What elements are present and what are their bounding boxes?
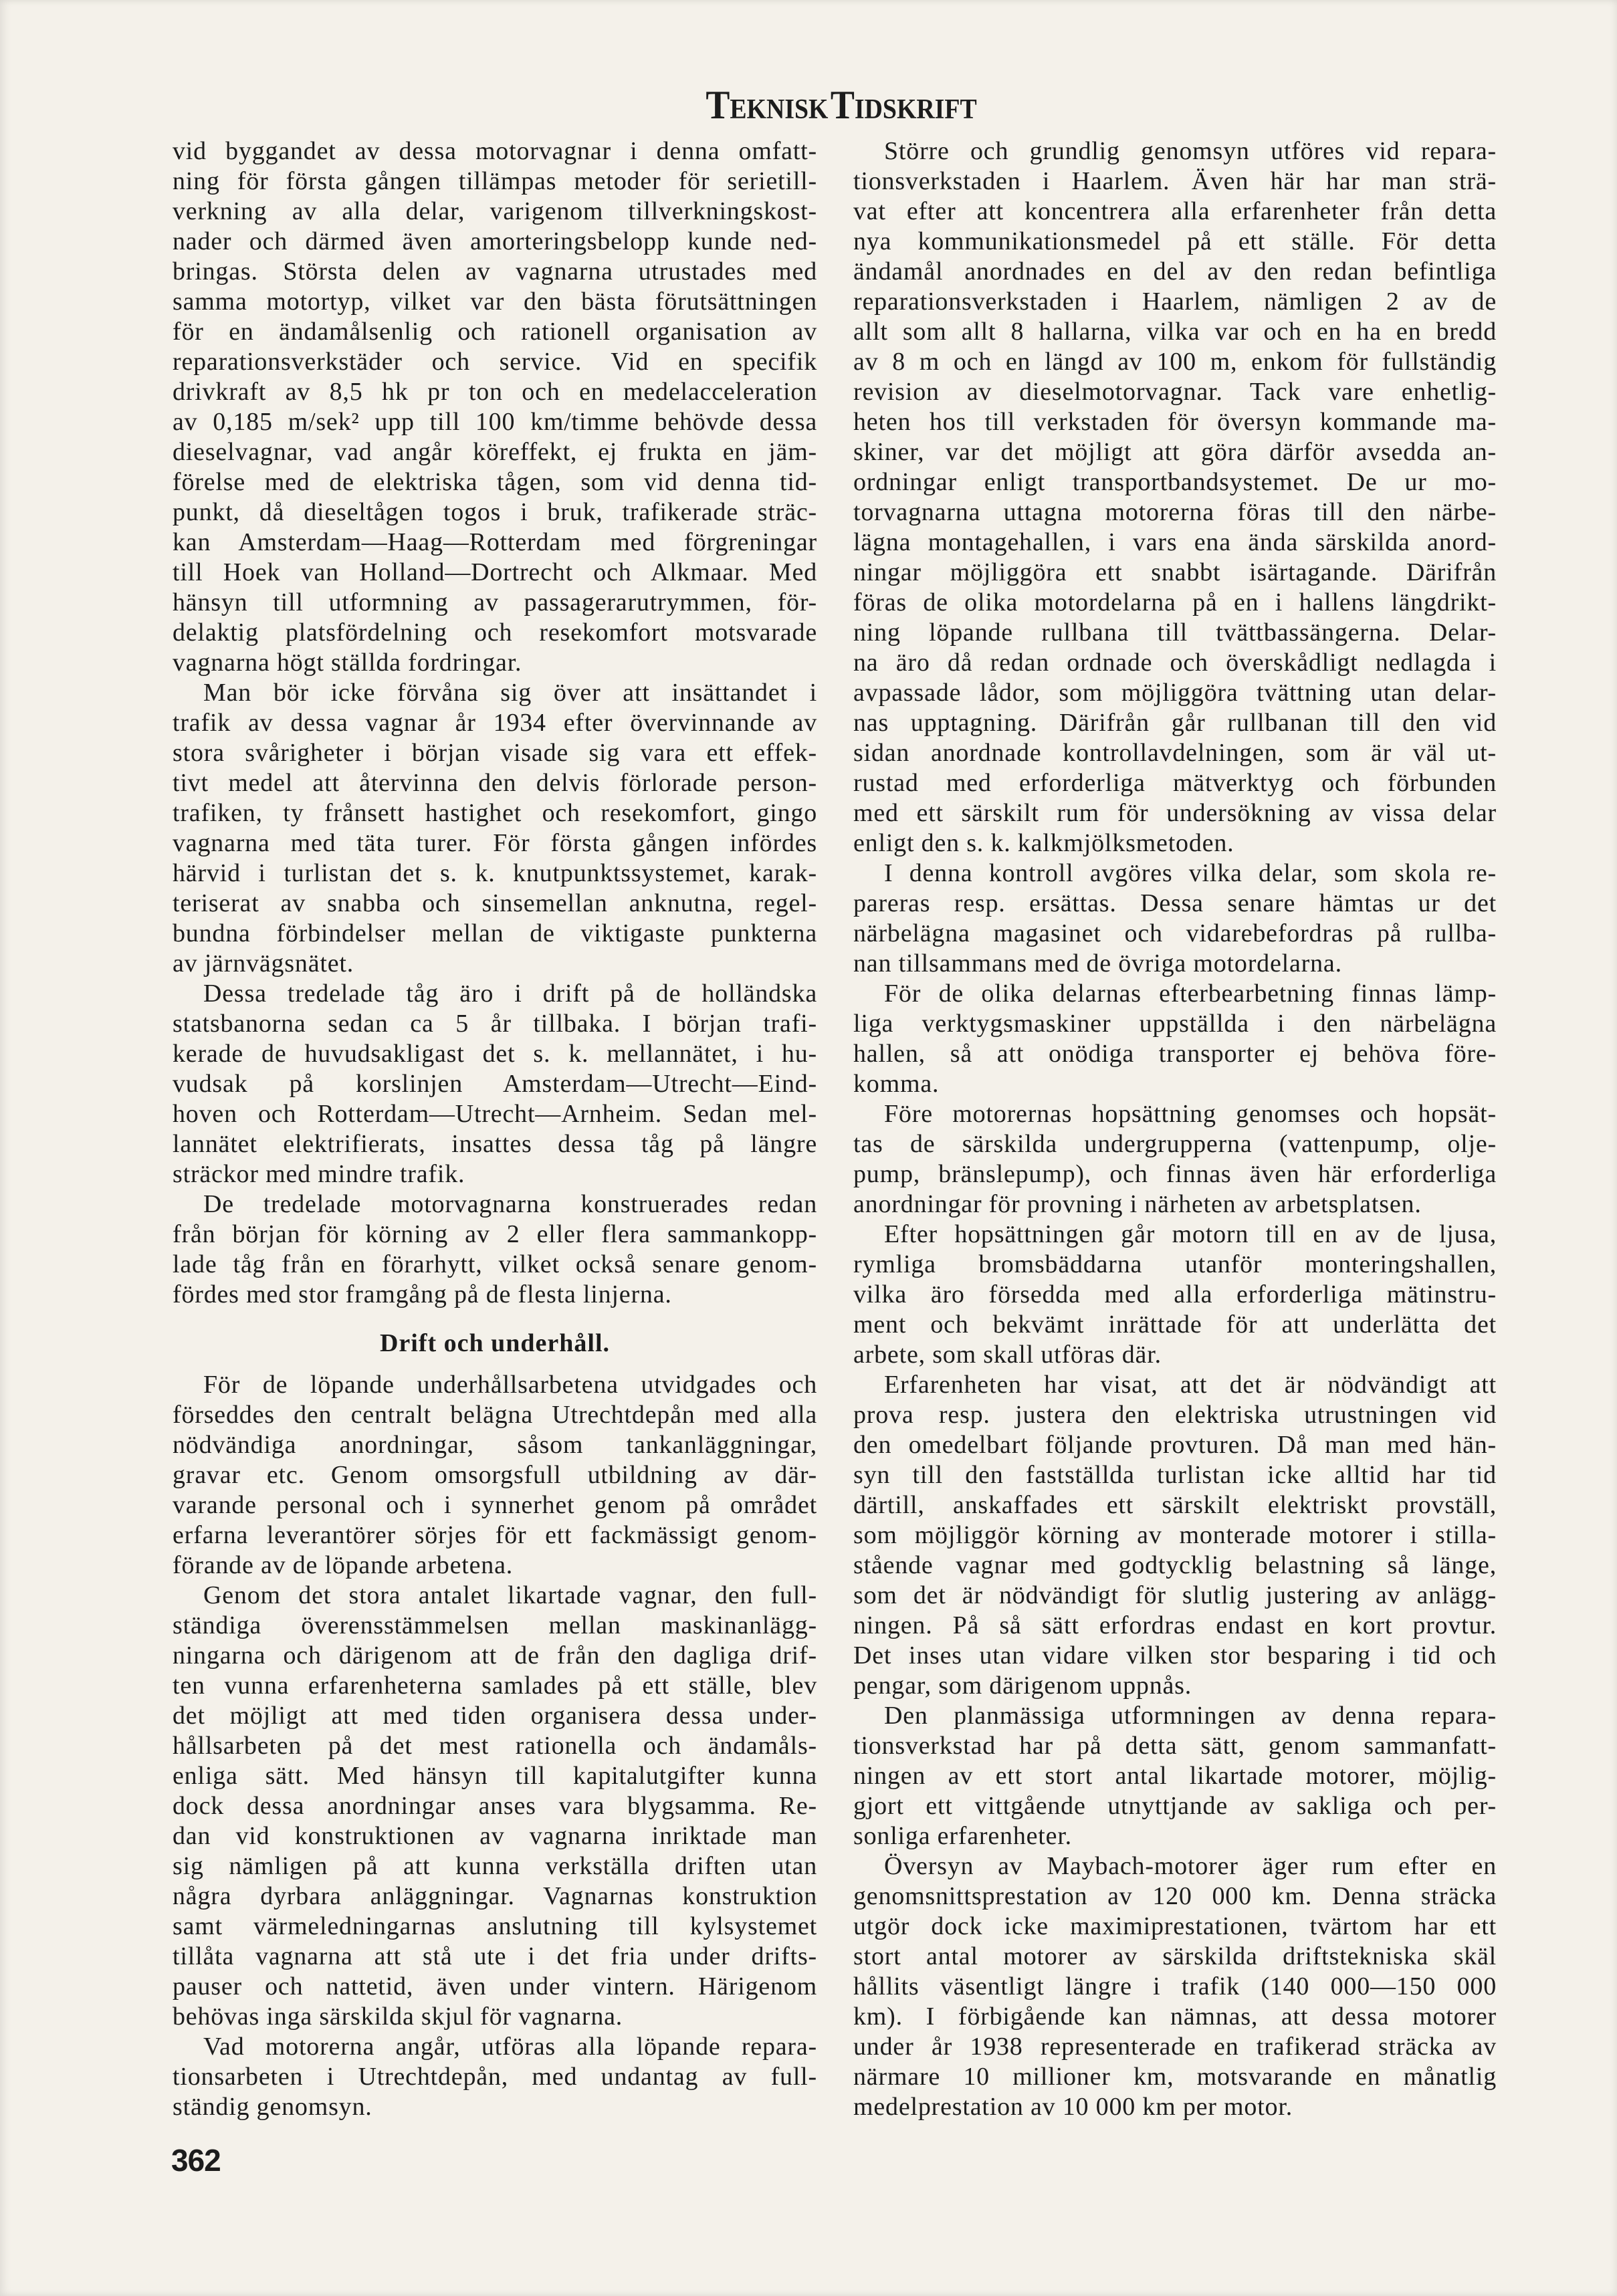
text-line: tillåta vagnarna att stå ute i det fria under drifts- xyxy=(173,1942,817,1970)
text-line: av 8 m och en längd av 100 m, enkom för fullständig xyxy=(853,348,1497,376)
text-line: verkning av alla delar, varigenom tillverkningskost- xyxy=(173,197,817,225)
text-line: drivkraft av 8,5 hk pr ton och en medelacceleration xyxy=(173,378,817,406)
text-line: pengar, som därigenom uppnås. xyxy=(853,1672,1192,1700)
paragraph xyxy=(853,979,1497,1099)
text-line: I denna kontroll avgöres vilka delar, som skola re- xyxy=(884,859,1497,887)
text-line: ningen. På så sätt erfordras endast en kort provtur. xyxy=(853,1611,1497,1639)
text-line: Efter hopsättningen går motorn till en av de ljusa, xyxy=(884,1220,1497,1248)
text-line: lägna montagehallen, i vars ena ända särskilda anord- xyxy=(853,528,1497,556)
text-line: Man bör icke förvåna sig över att insättandet i xyxy=(203,679,817,707)
text-line: ning för första gången tillämpas metoder för serietill- xyxy=(173,167,817,195)
text-line: närbelägna magasinet och vidarebefordras på rullba- xyxy=(853,919,1497,947)
text-line: utgör dock icke maximiprestationen, tvärtom har ett xyxy=(853,1912,1497,1940)
text-line: vagnarna högt ställda fordringar. xyxy=(173,649,522,677)
text-line: gravar etc. Genom omsorgsfull utbildning av där- xyxy=(173,1461,817,1489)
text-line: sträckor med mindre trafik. xyxy=(173,1160,465,1188)
text-line: nödvändiga anordningar, såsom tankanläggningar, xyxy=(173,1431,817,1459)
paragraph xyxy=(173,979,817,1189)
text-line: tionsarbeten i Utrechtdepån, med undantag av full- xyxy=(173,2063,817,2091)
text-line: stort antal motorer av särskilda driftstekniska skäl xyxy=(853,1942,1497,1970)
text-line: närmare 10 millioner km, motsvarande en månatlig xyxy=(853,2063,1497,2091)
text-line: Före motorernas hopsättning genomses och hopsät- xyxy=(884,1100,1497,1128)
text-line: vilka äro försedda med alla erforderliga mätinstru- xyxy=(853,1280,1497,1308)
text-line: av 0,185 m/sek² upp till 100 km/timme behövde dessa xyxy=(173,408,817,436)
text-line: anordningar för provning i närheten av arbetsplatsen. xyxy=(853,1190,1422,1218)
text-line: heten hos till verkstaden för översyn kommande ma- xyxy=(853,408,1497,436)
paragraph xyxy=(853,858,1497,979)
text-line: nas upptagning. Därifrån går rullbanan till den vid xyxy=(853,709,1497,737)
paragraph xyxy=(173,1581,817,2032)
text-line: förelse med de elektriska tågen, som vid denna tid- xyxy=(173,468,817,496)
text-line: från början för körning av 2 eller flera sammankopp- xyxy=(173,1220,817,1248)
text-line: fördes med stor framgång på de flesta linjerna. xyxy=(173,1280,672,1308)
paragraph xyxy=(173,678,817,979)
paragraph xyxy=(853,1220,1497,1370)
text-line: lade tåg från en förarhytt, vilket också senare genom- xyxy=(173,1250,817,1278)
text-line: erfarna leverantörer sörjes för ett fackmässigt genom- xyxy=(173,1521,817,1549)
text-line: pump, bränslepump), och finnas även här erforderliga xyxy=(853,1160,1497,1188)
text-line: nader och därmed även amorteringsbelopp kunde ned- xyxy=(173,227,817,255)
text-line: bringas. Största delen av vagnarna utrustades med xyxy=(173,257,817,285)
text-line: reparationsverkstäder och service. Vid en specifik xyxy=(173,348,817,376)
text-line: För de olika delarnas efterbearbetning finnas lämp- xyxy=(884,980,1497,1008)
text-line: Vad motorerna angår, utföras alla löpande repara- xyxy=(203,2033,817,2061)
text-line: avpassade lådor, som möjliggöra tvättning utan delar- xyxy=(853,679,1497,707)
text-line: med ett särskilt rum för undersökning av vissa delar xyxy=(853,799,1497,827)
page-number: 362 xyxy=(171,2143,221,2178)
text-line: skiner, var det möjligt att göra därför avsedda an- xyxy=(853,438,1497,466)
text-line: som det är nödvändigt för slutlig justering av anlägg- xyxy=(853,1581,1497,1609)
text-line: ten vunna erfarenheterna samlades på ett ställe, blev xyxy=(173,1672,817,1700)
text-line: tas de särskilda undergrupperna (vattenpump, olje- xyxy=(853,1130,1497,1158)
right-column xyxy=(853,136,1497,2122)
text-line: tivt medel att återvinna den delvis förlorade person- xyxy=(173,769,817,797)
text-line: ningarna och därigenom att de från den dagliga drif- xyxy=(173,1641,817,1670)
text-line: sig nämligen på att kunna verkställa driften utan xyxy=(173,1852,817,1880)
text-line: ning löpande rullbana till tvättbassängerna. Delar- xyxy=(853,618,1497,647)
text-line: syn till den fastställda turlistan icke alltid har tid xyxy=(853,1461,1497,1489)
text-line: det möjligt att med tiden organisera dessa under- xyxy=(173,1702,817,1730)
text-line: arbete, som skall utföras där. xyxy=(853,1341,1162,1369)
text-line: Det inses utan vidare vilken stor besparing i tid och xyxy=(853,1641,1497,1670)
text-line: hållits väsentligt längre i trafik (140 000—150 000 xyxy=(853,1972,1497,2000)
text-line: hoven och Rotterdam—Utrecht—Arnheim. Sedan mel- xyxy=(173,1100,817,1128)
paragraph xyxy=(853,136,1497,858)
text-line: teriserat av snabba och sinsemellan anknutna, regel- xyxy=(173,889,817,917)
text-line: därtill, anskaffades ett särskilt elektriskt provställ, xyxy=(853,1491,1497,1519)
text-line: km). I förbigående kan nämnas, att dessa motorer xyxy=(853,2002,1497,2031)
text-line: torvagnarna uttagna motorerna föras till den närbe- xyxy=(853,498,1497,526)
text-line: stora svårigheter i början visade sig vara ett effek- xyxy=(173,739,817,767)
text-line: komma. xyxy=(853,1070,940,1098)
text-line: vat efter att koncentrera alla erfarenheter från detta xyxy=(853,197,1497,225)
text-line: pauser och nattetid, även under vintern. Härigenom xyxy=(173,1972,817,2000)
text-line: under år 1938 representerade en trafikerad sträcka av xyxy=(853,2033,1497,2061)
text-line: reparationsverkstaden i Haarlem, nämligen 2 av de xyxy=(853,288,1497,316)
text-line: dock dessa anordningar anses vara blygsamma. Re- xyxy=(173,1792,817,1820)
text-line: De tredelade motorvagnarna konstruerades redan xyxy=(203,1190,817,1218)
text-line: förande av de löpande arbetena. xyxy=(173,1551,514,1579)
text-line: tionsverkstad har på detta sätt, genom sammanfatt- xyxy=(853,1732,1497,1760)
text-line: varande personal och i synnerhet genom på området xyxy=(173,1491,817,1519)
text-line: ningar möjliggöra ett snabbt isärtagande. Därifrån xyxy=(853,558,1497,586)
text-line: härvid i turlistan det s. k. knutpunktssystemet, karak- xyxy=(173,859,817,887)
text-line: rymliga bromsbäddarna utanför monteringshallen, xyxy=(853,1250,1497,1278)
text-line: rustad med erforderliga mätverktyg och förbunden xyxy=(853,769,1497,797)
text-line: allt som allt 8 hallarna, vilka var och en ha en bredd xyxy=(853,318,1497,346)
text-line: lannätet elektrifierats, insattes dessa tåg på längre xyxy=(173,1130,817,1158)
text-line: kan Amsterdam—Haag—Rotterdam med förgreningar xyxy=(173,528,817,556)
paragraph xyxy=(853,1701,1497,1851)
text-line: Erfarenheten har visat, att det är nödvändigt att xyxy=(884,1371,1497,1399)
text-line: trafik av dessa vagnar år 1934 efter övervinnande av xyxy=(173,709,817,737)
text-line: ständiga överensstämmelsen mellan maskinanlägg- xyxy=(173,1611,817,1639)
text-line: gjort ett vittgående utnyttjande av sakliga och per- xyxy=(853,1792,1497,1820)
text-line: hänsyn till utformning av passagerarutrymmen, för- xyxy=(173,588,817,616)
text-line: förseddes den centralt belägna Utrechtdepån med alla xyxy=(173,1401,817,1429)
text-line: bundna förbindelser mellan de viktigaste punkterna xyxy=(173,919,817,947)
paragraph xyxy=(173,1189,817,1310)
text-line: genomsnittsprestation av 120 000 km. Denna sträcka xyxy=(853,1882,1497,1910)
text-line: enligt den s. k. kalkmjölksmetoden. xyxy=(853,829,1234,857)
text-line: Dessa tredelade tåg äro i drift på de holländska xyxy=(203,980,817,1008)
left-column xyxy=(173,136,817,2122)
text-line: pareras resp. ersättas. Dessa senare hämtas ur det xyxy=(853,889,1497,917)
text-line: ändamål anordnades en del av den redan befintliga xyxy=(853,257,1497,285)
text-line: sidan anordnade kontrollavdelningen, som är väl ut- xyxy=(853,739,1497,767)
text-line: dieselvagnar, vad angår köreffekt, ej frukta en jäm- xyxy=(173,438,817,466)
text-line: vudsak på korslinjen Amsterdam—Utrecht—Eind- xyxy=(173,1070,817,1098)
text-line: punkt, då dieseltågen togos i bruk, trafikerade sträc- xyxy=(173,498,817,526)
text-line: liga verktygsmaskiner uppställda i den närbelägna xyxy=(853,1010,1497,1038)
text-line: delaktig platsfördelning och resekomfort motsvarade xyxy=(173,618,817,647)
text-line: vid byggandet av dessa motorvagnar i denna omfatt- xyxy=(173,137,817,165)
text-line: till Hoek van Holland—Dortrecht och Alkmaar. Med xyxy=(173,558,817,586)
paragraph xyxy=(853,1851,1497,2122)
text-line: ment och bekvämt inrättade för att underlätta det xyxy=(853,1310,1497,1339)
text-line: några dyrbara anläggningar. Vagnarnas konstruktion xyxy=(173,1882,817,1910)
text-line: Genom det stora antalet likartade vagnar, den full- xyxy=(203,1581,817,1609)
paragraph xyxy=(853,1370,1497,1701)
text-line: enliga sätt. Med hänsyn till kapitalutgifter kunna xyxy=(173,1762,817,1790)
paragraph xyxy=(173,136,817,678)
text-line: ständig genomsyn. xyxy=(173,2093,372,2121)
text-line: sonliga erfarenheter. xyxy=(853,1822,1072,1850)
text-line: samma motortyp, vilket var den bästa förutsättningen xyxy=(173,288,817,316)
text-line: medelprestation av 10 000 km per motor. xyxy=(853,2093,1293,2121)
paragraph xyxy=(173,2032,817,2122)
text-line: vagnarna med täta turer. För första gången infördes xyxy=(173,829,817,857)
text-line: hallen, så att onödiga transporter ej behöva före- xyxy=(853,1040,1497,1068)
section-heading: Drift och underhåll. xyxy=(379,1329,611,1357)
text-line: trafiken, ty frånsett hastighet och resekomfort, gingo xyxy=(173,799,817,827)
paragraph xyxy=(853,1099,1497,1220)
text-line: Översyn av Maybach-motorer äger rum efter en xyxy=(884,1852,1497,1880)
text-line: För de löpande underhållsarbetena utvidgades och xyxy=(203,1371,817,1399)
text-line: föras de olika motordelarna på en i hallens längdrikt- xyxy=(853,588,1497,616)
text-line: tionsverkstaden i Haarlem. Även här har man strä- xyxy=(853,167,1497,195)
text-line: ordningar enligt transportbandsystemet. De ur mo- xyxy=(853,468,1497,496)
text-line: hållsarbeten på det mest rationella och ändamåls- xyxy=(173,1732,817,1760)
text-line: Den planmässiga utformningen av denna repara- xyxy=(884,1702,1497,1730)
text-line: na äro då redan ordnade och överskådligt nedlagda i xyxy=(853,649,1497,677)
text-line: kerade de huvudsakligast det s. k. mellannätet, i hu- xyxy=(173,1040,817,1068)
text-line: ningen av ett stort antal likartade motorer, möjlig- xyxy=(853,1762,1497,1790)
text-line: dan vid konstruktionen av vagnarna inriktade man xyxy=(173,1822,817,1850)
text-line: den omedelbart följande provturen. Då man med hän- xyxy=(853,1431,1497,1459)
text-line: av järnvägsnätet. xyxy=(173,949,354,978)
text-line: Större och grundlig genomsyn utföres vid repara- xyxy=(884,137,1497,165)
text-line: nan tillsammans med de övriga motordelarna. xyxy=(853,949,1342,978)
text-line: som möjliggör körning av monterade motorer i stilla- xyxy=(853,1521,1497,1549)
text-line: stående vagnar med godtycklig belastning så länge, xyxy=(853,1551,1497,1579)
text-line: samt värmeledningarnas anslutning till kylsystemet xyxy=(173,1912,817,1940)
text-line: statsbanorna sedan ca 5 år tillbaka. I början trafi- xyxy=(173,1010,817,1038)
text-line: prova resp. justera den elektriska utrustningen vid xyxy=(853,1401,1497,1429)
text-line: för en ändamålsenlig och rationell organisation av xyxy=(173,318,817,346)
paragraph xyxy=(173,1370,817,1581)
journal-title: Teknisk Tidskrift xyxy=(706,83,977,127)
text-line: revision av dieselmotorvagnar. Tack vare enhetlig- xyxy=(853,378,1497,406)
text-line: nya kommunikationsmedel på ett ställe. För detta xyxy=(853,227,1497,255)
text-line: behövas inga särskilda skjul för vagnarna. xyxy=(173,2002,623,2031)
